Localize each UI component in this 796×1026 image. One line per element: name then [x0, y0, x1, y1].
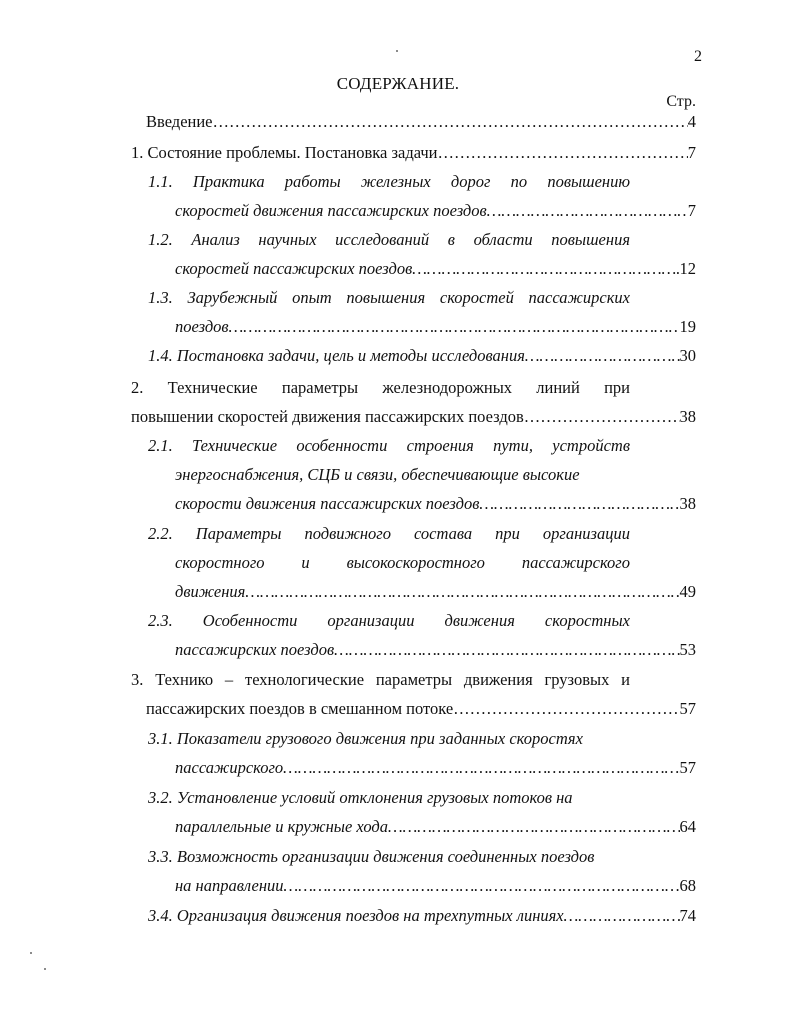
toc-entry-title: движения [175, 582, 246, 601]
toc-entry-title: пассажирского [175, 758, 284, 777]
toc-entry-3-2-line1: 3.2. Установление условий отклонения грузовых потоков на [148, 788, 573, 807]
toc-entry-title: скоростей пассажирских поездов [175, 259, 413, 278]
toc-entry-chapter-1 [131, 143, 696, 163]
toc-entry-1-2-line1: 1.2. Анализ научных исследований в области повышения [148, 230, 630, 249]
toc-entry-2-1 [175, 494, 696, 514]
toc-entry-title: Введение [146, 112, 213, 131]
toc-entry-page: 7 [687, 201, 696, 220]
toc-entry-title: скорости движения пассажирских поездов [175, 494, 480, 513]
toc-entry-title: на направлении [175, 876, 284, 895]
toc-entry-page: 7 [687, 143, 696, 162]
toc-entry-page: 68 [679, 876, 696, 895]
toc-entry-page: 12 [679, 259, 696, 278]
page-number: 2 [694, 48, 702, 65]
toc-entry-chapter-3-line1: 3. Технико – технологические параметры движения грузовых и [131, 670, 630, 689]
toc-entry-introduction [146, 112, 696, 132]
toc-entry-page: 38 [679, 407, 696, 426]
toc-entry-page: 4 [687, 112, 696, 131]
toc-entry-chapter-2 [131, 407, 696, 427]
toc-entry-2-2 [175, 582, 696, 602]
toc-entry-page: 64 [679, 817, 696, 836]
page-column-label: Стр. [666, 93, 696, 110]
toc-entry-title: 3.4. Организация движения поездов на трехпутных линиях [148, 906, 564, 925]
scan-speck [30, 952, 32, 954]
toc-entry-title: 1. Состояние проблемы. Постановка задачи [131, 143, 438, 162]
toc-entry-chapter-2-line1: 2. Технические параметры железнодорожных линий при [131, 378, 630, 397]
toc-entry-2-1-line2: энергоснабжения, СЦБ и связи, обеспечивающие высокие [175, 465, 580, 484]
page-title: СОДЕРЖАНИЕ. [336, 74, 460, 93]
toc-entry-1-1-line1: 1.1. Практика работы железных дорог по повышению [148, 172, 630, 191]
toc-entry-2-2-line2: скоростного и высокоскоростного пассажирского [175, 553, 630, 572]
toc-entry-title: 1.4. Постановка задачи, цель и методы исследования [148, 346, 525, 365]
toc-entry-1-1 [175, 201, 696, 221]
toc-entry-1-2 [175, 259, 696, 279]
toc-entry-page: 74 [679, 906, 696, 925]
toc-entry-title: повышении скоростей движения пассажирских поездов [131, 407, 524, 426]
toc-entry-2-2-line1: 2.2. Параметры подвижного состава при организации [148, 524, 630, 543]
toc-entry-page: 19 [679, 317, 696, 336]
toc-entry-page: 57 [679, 758, 696, 777]
toc-entry-2-1-line1: 2.1. Технические особенности строения пути, устройств [148, 436, 630, 455]
scan-speck [396, 50, 398, 52]
toc-entry-3-2 [175, 817, 696, 837]
toc-entry-2-3 [175, 640, 696, 660]
toc-entry-1-3 [175, 317, 696, 337]
toc-entry-title: поездов [175, 317, 229, 336]
toc-entry-title: пассажирских поездов [175, 640, 335, 659]
toc-entry-title: пассажирских поездов в смешанном потоке [146, 699, 454, 718]
toc-entry-page: 53 [679, 640, 696, 659]
toc-entry-title: параллельные и кружные хода [175, 817, 388, 836]
toc-entry-3-3-line1: 3.3. Возможность организации движения соединенных поездов [148, 847, 595, 866]
toc-entry-page: 30 [679, 346, 696, 365]
toc-entry-page: 49 [679, 582, 696, 601]
toc-entry-3-4 [148, 906, 696, 926]
toc-entry-1-3-line1: 1.3. Зарубежный опыт повышения скоростей пассажирских [148, 288, 630, 307]
toc-entry-3-1 [175, 758, 696, 778]
toc-entry-2-3-line1: 2.3. Особенности организации движения скоростных [148, 611, 630, 630]
toc-entry-3-3 [175, 876, 696, 896]
toc-entry-page: 38 [679, 494, 696, 513]
toc-entry-page: 57 [679, 699, 696, 718]
toc-entry-1-4 [148, 346, 696, 366]
scan-speck [44, 968, 46, 970]
toc-entry-chapter-3 [146, 699, 696, 719]
toc-entry-title: скоростей движения пассажирских поездов [175, 201, 487, 220]
toc-entry-3-1-line1: 3.1. Показатели грузового движения при заданных скоростях [148, 729, 583, 748]
